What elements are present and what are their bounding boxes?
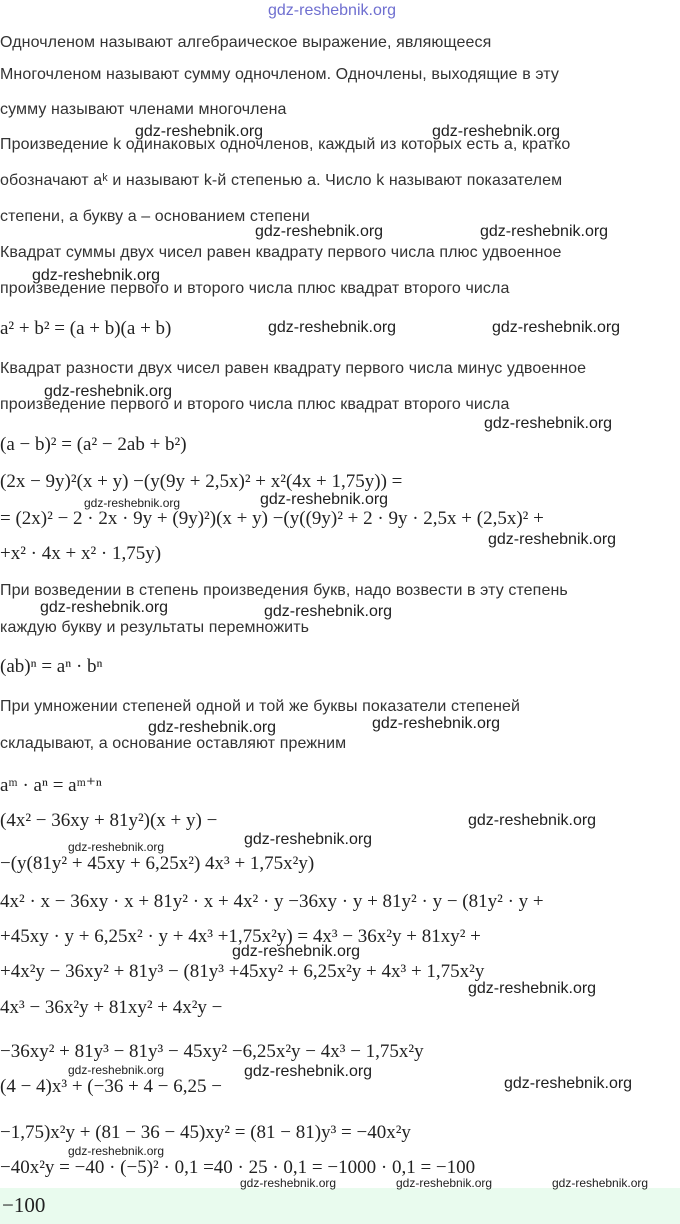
expression-line-12: −1,75)x²y + (81 − 36 − 45)xy² = (81 − 81)y³ = −40x²y — [0, 1122, 411, 1143]
answer-value: −100 — [2, 1193, 46, 1217]
watermark-small: gdz-reshebnik.org — [68, 1063, 165, 1077]
watermark: gdz-reshebnik.org — [32, 267, 161, 284]
rule-square-sum-cont: произведение первого и второго числа плюс квадрат второго числа — [0, 280, 510, 297]
definition-monomial: Одночленом называют алгебраическое выражение, являющееся — [0, 34, 492, 51]
expression-line-3: +x² · 4x + x² · 1,75y) — [0, 543, 162, 564]
expression-line-8: +4x²y − 36xy² + 81y³ − (81y³ +45xy² + 6,25x²y + 4x³ + 1,75x²y — [0, 961, 485, 982]
expression-line-4: (4x² − 36xy + 81y²)(x + y) − — [0, 810, 218, 831]
rule-power-product: При возведении в степень произведения букв, надо возвести в эту степень — [0, 582, 568, 599]
watermark: gdz-reshebnik.org — [40, 599, 169, 616]
rule-power-product-cont: каждую букву и результаты перемножить — [0, 619, 310, 636]
watermark: gdz-reshebnik.org — [148, 719, 277, 736]
watermark: gdz-reshebnik.org — [268, 319, 397, 336]
expression-line-9: 4x³ − 36x²y + 81xy² + 4x²y − — [0, 997, 223, 1018]
watermark: gdz-reshebnik.org — [504, 1075, 633, 1092]
watermark-small: gdz-reshebnik.org — [84, 496, 181, 510]
watermark-small: gdz-reshebnik.org — [552, 1176, 649, 1190]
formula-square-diff: (a − b)² = (a² − 2ab + b²) — [0, 434, 187, 455]
rule-power-multiply-cont: складывают, а основание оставляют прежним — [0, 735, 347, 752]
definition-power: Произведение k одинаковых одночленов, каждый из которых есть a, кратко — [0, 136, 571, 153]
watermark: gdz-reshebnik.org — [484, 415, 613, 432]
rule-square-sum: Квадрат суммы двух чисел равен квадрату первого числа плюс удвоенное — [0, 244, 562, 261]
answer-box — [0, 1188, 680, 1224]
expression-line-6: 4x² · x − 36xy · x + 81y² · x + 4x² · y −36xy · y + 81y² · y − (81y² · y + — [0, 891, 544, 912]
definition-power-base: степени, а букву a – основанием степени — [0, 208, 310, 225]
watermark: gdz-reshebnik.org — [468, 812, 597, 829]
site-header-link[interactable]: gdz-reshebnik.org — [268, 2, 397, 19]
rule-power-multiply: При умножении степеней одной и той же буквы показатели степеней — [0, 698, 521, 715]
expression-line-5: −(y(81y² + 45xy + 6,25x²) 4x³ + 1,75x²y) — [0, 853, 315, 874]
definition-polynomial: Многочленом называют сумму одночленом. Одночлены, выходящие в эту — [0, 66, 559, 83]
formula-square-sum: a² + b² = (a + b)(a + b) — [0, 318, 172, 339]
watermark-small: gdz-reshebnik.org — [68, 1144, 165, 1158]
watermark-small: gdz-reshebnik.org — [240, 1176, 337, 1190]
watermark-small: gdz-reshebnik.org — [68, 840, 165, 854]
watermark: gdz-reshebnik.org — [255, 223, 384, 240]
definition-power-cont: обозначают aᵏ и называют k-й степенью a. Число k называют показателем — [0, 172, 563, 189]
formula-power-product: (ab)ⁿ = aⁿ · bⁿ — [0, 656, 103, 677]
expression-line-7: +45xy · y + 6,25x² · y + 4x³ +1,75x²y) = 4x³ − 36x²y + 81xy² + — [0, 926, 481, 947]
watermark: gdz-reshebnik.org — [468, 980, 597, 997]
definition-polynomial-cont: сумму называют членами многочлена — [0, 101, 287, 118]
watermark: gdz-reshebnik.org — [492, 319, 621, 336]
watermark: gdz-reshebnik.org — [244, 831, 373, 848]
watermark: gdz-reshebnik.org — [488, 531, 617, 548]
formula-power-multiply: aᵐ · aⁿ = aᵐ⁺ⁿ — [0, 775, 102, 796]
watermark: gdz-reshebnik.org — [264, 603, 393, 620]
rule-square-diff-cont: произведение первого и второго числа плюс квадрат второго числа — [0, 396, 510, 413]
watermark: gdz-reshebnik.org — [432, 123, 561, 140]
rule-square-diff: Квадрат разности двух чисел равен квадрату первого числа минус удвоенное — [0, 360, 587, 377]
expression-line-10: −36xy² + 81y³ − 81y³ − 45xy² −6,25x²y − 4x³ − 1,75x²y — [0, 1041, 424, 1062]
expression-line-2: = (2x)² − 2 · 2x · 9y + (9y)²)(x + y) −(y((9y)² + 2 · 9y · 2,5x + (2,5x)² + — [0, 508, 544, 529]
watermark: gdz-reshebnik.org — [372, 715, 501, 732]
watermark: gdz-reshebnik.org — [135, 123, 264, 140]
watermark: gdz-reshebnik.org — [244, 1063, 373, 1080]
watermark: gdz-reshebnik.org — [480, 223, 609, 240]
watermark: gdz-reshebnik.org — [44, 383, 173, 400]
expression-line-13: −40x²y = −40 · (−5)² · 0,1 =40 · 25 · 0,1 = −1000 · 0,1 = −100 — [0, 1157, 476, 1178]
watermark-small: gdz-reshebnik.org — [396, 1176, 493, 1190]
watermark: gdz-reshebnik.org — [260, 491, 389, 508]
expression-line-11: (4 − 4)x³ + (−36 + 4 − 6,25 − — [0, 1076, 222, 1097]
expression-line-1: (2x − 9y)²(x + y) −(y(9y + 2,5x)² + x²(4x + 1,75y)) = — [0, 471, 403, 492]
watermark: gdz-reshebnik.org — [232, 943, 361, 960]
